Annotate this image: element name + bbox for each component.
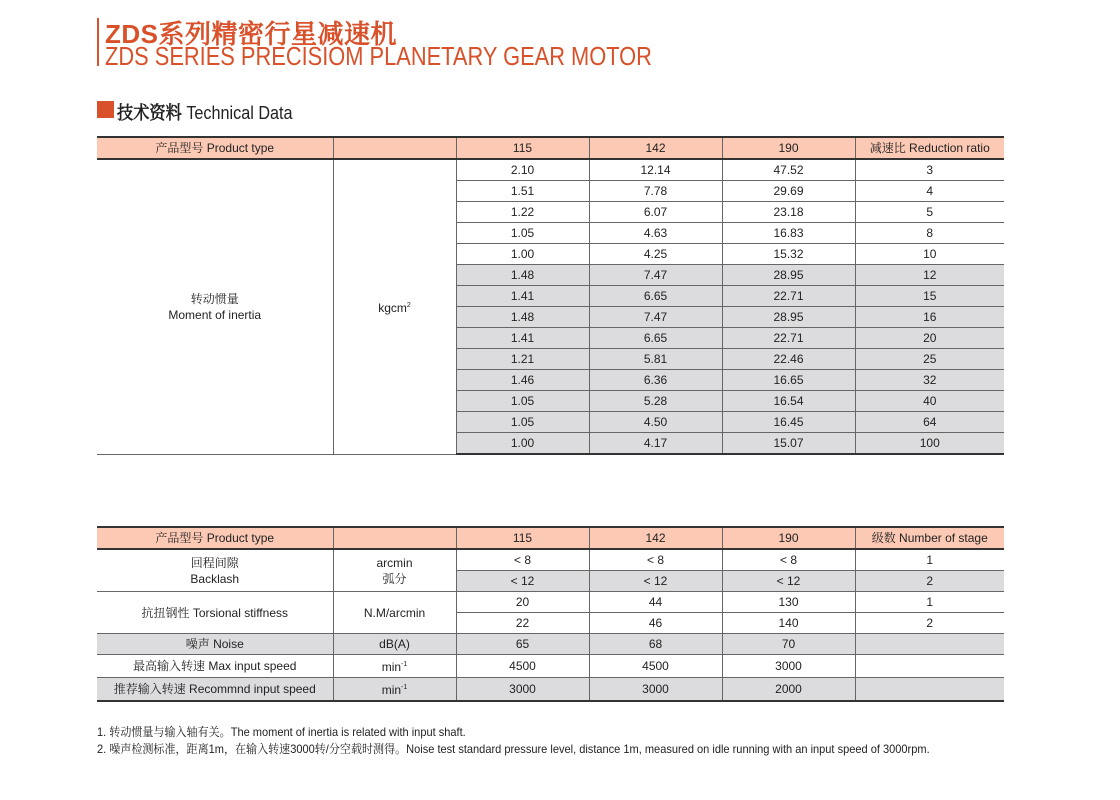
value-cell: 3000 bbox=[589, 678, 722, 702]
spec-table bbox=[97, 526, 1004, 702]
value-cell: 44 bbox=[589, 592, 722, 613]
value-cell: 1.48 bbox=[456, 307, 589, 328]
table-row bbox=[97, 549, 1004, 571]
header-cell: 142 bbox=[589, 527, 722, 549]
backlash-unit-cn: 弧分 bbox=[382, 571, 407, 586]
empty-cell bbox=[855, 655, 1004, 678]
backlash-label-cn: 回程间隙 bbox=[190, 555, 239, 570]
value-cell: 22.46 bbox=[722, 349, 855, 370]
value-cell: 29.69 bbox=[722, 181, 855, 202]
header-cell: 级数 Number of stage bbox=[855, 527, 1004, 549]
value-cell: 1 bbox=[855, 592, 1004, 613]
value-cell: 28.95 bbox=[722, 307, 855, 328]
value-cell: 3000 bbox=[456, 678, 589, 702]
value-cell: 4.17 bbox=[589, 433, 722, 455]
value-cell: 6.65 bbox=[589, 286, 722, 307]
value-cell: 6.36 bbox=[589, 370, 722, 391]
value-cell: 12 bbox=[855, 265, 1004, 286]
empty-cell bbox=[855, 634, 1004, 655]
value-cell: 130 bbox=[722, 592, 855, 613]
value-cell: 22 bbox=[456, 613, 589, 634]
table-row bbox=[97, 655, 1004, 678]
table-row bbox=[97, 592, 1004, 613]
value-cell: 46 bbox=[589, 613, 722, 634]
value-cell: 4.50 bbox=[589, 412, 722, 433]
value-cell: 1.41 bbox=[456, 286, 589, 307]
value-cell: 12.14 bbox=[589, 159, 722, 181]
value-cell: 16.45 bbox=[722, 412, 855, 433]
section-square-icon bbox=[97, 101, 114, 118]
value-cell: 16.65 bbox=[722, 370, 855, 391]
header-cell: 减速比 Reduction ratio bbox=[855, 137, 1004, 159]
value-cell: 28.95 bbox=[722, 265, 855, 286]
unit-text: kgcm bbox=[378, 300, 407, 315]
value-cell: < 8 bbox=[456, 549, 589, 571]
header-cell: 115 bbox=[456, 137, 589, 159]
noise-unit: dB(A) bbox=[333, 634, 456, 655]
section-title bbox=[117, 99, 293, 125]
stiffness-unit: N.M/arcmin bbox=[333, 592, 456, 634]
value-cell: 15.32 bbox=[722, 244, 855, 265]
value-cell: 100 bbox=[855, 433, 1004, 455]
inertia-table bbox=[97, 136, 1004, 455]
unit-sup: -1 bbox=[401, 661, 408, 668]
value-cell: 23.18 bbox=[722, 202, 855, 223]
page-title-en: ZDS SERIES PRECISIOM PLANETARY GEAR MOTOR bbox=[105, 41, 652, 71]
value-cell: 4.25 bbox=[589, 244, 722, 265]
header-cell: 产品型号 Product type bbox=[97, 527, 333, 549]
footnote-2: 2. 噪声检测标准，距离1m，在输入转速3000转/分空载时测得。Noise test standard pressure level, distance 1m, measured on idle running with an input speed of 3000rpm. bbox=[97, 742, 930, 756]
header-cell: 产品型号 Product type bbox=[97, 137, 333, 159]
value-cell: 1.48 bbox=[456, 265, 589, 286]
value-cell: 16 bbox=[855, 307, 1004, 328]
value-cell: < 8 bbox=[722, 549, 855, 571]
table-row bbox=[97, 159, 1004, 181]
value-cell: 4500 bbox=[456, 655, 589, 678]
header-cell bbox=[333, 137, 456, 159]
header-cell: 115 bbox=[456, 527, 589, 549]
value-cell: 2 bbox=[855, 571, 1004, 592]
value-cell: 22.71 bbox=[722, 286, 855, 307]
section-title-en: Technical Data bbox=[186, 103, 293, 123]
value-cell: < 8 bbox=[589, 549, 722, 571]
title-accent-bar bbox=[97, 18, 99, 66]
value-cell: 68 bbox=[589, 634, 722, 655]
value-cell: 1.22 bbox=[456, 202, 589, 223]
inertia-label-cn: 转动惯量 bbox=[190, 291, 239, 306]
value-cell: 5 bbox=[855, 202, 1004, 223]
value-cell: 20 bbox=[456, 592, 589, 613]
value-cell: 15.07 bbox=[722, 433, 855, 455]
empty-cell bbox=[855, 678, 1004, 702]
table-header-row bbox=[97, 137, 1004, 159]
value-cell: 64 bbox=[855, 412, 1004, 433]
footnote-1: 1. 转动惯量与输入轴有关。The moment of inertia is related with input shaft. bbox=[97, 725, 466, 739]
value-cell: 16.83 bbox=[722, 223, 855, 244]
inertia-label-en: Moment of inertia bbox=[168, 307, 262, 322]
value-cell: 5.28 bbox=[589, 391, 722, 412]
header-cell: 190 bbox=[722, 137, 855, 159]
noise-label: 噪声 Noise bbox=[97, 634, 333, 655]
header-cell: 190 bbox=[722, 527, 855, 549]
value-cell: 8 bbox=[855, 223, 1004, 244]
value-cell: 7.78 bbox=[589, 181, 722, 202]
table-header-row bbox=[97, 527, 1004, 549]
value-cell: 3000 bbox=[722, 655, 855, 678]
value-cell: 22.71 bbox=[722, 328, 855, 349]
page-title-cn: ZDS系列精密行星减速机 bbox=[105, 19, 398, 49]
value-cell: 47.52 bbox=[722, 159, 855, 181]
value-cell: 15 bbox=[855, 286, 1004, 307]
section-title-cn: 技术资料 bbox=[117, 103, 182, 123]
value-cell: 10 bbox=[855, 244, 1004, 265]
value-cell: 4.63 bbox=[589, 223, 722, 244]
table-row bbox=[97, 678, 1004, 702]
max_speed-unit bbox=[333, 655, 456, 678]
max_speed-label: 最高输入转速 Max input speed bbox=[97, 655, 333, 678]
value-cell: 5.81 bbox=[589, 349, 722, 370]
table-row bbox=[97, 634, 1004, 655]
value-cell: 1.05 bbox=[456, 223, 589, 244]
value-cell: 6.07 bbox=[589, 202, 722, 223]
value-cell: 4500 bbox=[589, 655, 722, 678]
backlash-unit bbox=[333, 549, 456, 592]
value-cell: 1 bbox=[855, 549, 1004, 571]
rec_speed-unit bbox=[333, 678, 456, 702]
value-cell: 70 bbox=[722, 634, 855, 655]
header-cell bbox=[333, 527, 456, 549]
stiffness-label: 抗扭钢性 Torsional stiffness bbox=[97, 592, 333, 634]
value-cell: 25 bbox=[855, 349, 1004, 370]
backlash-label bbox=[97, 549, 333, 592]
unit-text: min bbox=[381, 683, 402, 697]
inertia-unit bbox=[333, 159, 456, 454]
unit-sup: -1 bbox=[401, 684, 408, 691]
value-cell: 1.00 bbox=[456, 244, 589, 265]
value-cell: 16.54 bbox=[722, 391, 855, 412]
value-cell: 7.47 bbox=[589, 307, 722, 328]
backlash-label-en: Backlash bbox=[190, 571, 240, 586]
value-cell: 3 bbox=[855, 159, 1004, 181]
value-cell: 40 bbox=[855, 391, 1004, 412]
value-cell: 1.51 bbox=[456, 181, 589, 202]
value-cell: 140 bbox=[722, 613, 855, 634]
value-cell: 1.41 bbox=[456, 328, 589, 349]
value-cell: < 12 bbox=[589, 571, 722, 592]
value-cell: 1.00 bbox=[456, 433, 589, 455]
value-cell: < 12 bbox=[722, 571, 855, 592]
unit-text: min bbox=[381, 660, 402, 674]
value-cell: 1.05 bbox=[456, 412, 589, 433]
value-cell: < 12 bbox=[456, 571, 589, 592]
value-cell: 1.21 bbox=[456, 349, 589, 370]
value-cell: 2000 bbox=[722, 678, 855, 702]
value-cell: 32 bbox=[855, 370, 1004, 391]
value-cell: 1.05 bbox=[456, 391, 589, 412]
unit-sup: 2 bbox=[406, 301, 411, 309]
rec_speed-label: 推荐输入转速 Recommnd input speed bbox=[97, 678, 333, 702]
value-cell: 2.10 bbox=[456, 159, 589, 181]
header-cell: 142 bbox=[589, 137, 722, 159]
value-cell: 65 bbox=[456, 634, 589, 655]
value-cell: 20 bbox=[855, 328, 1004, 349]
inertia-label bbox=[97, 159, 333, 454]
value-cell: 2 bbox=[855, 613, 1004, 634]
value-cell: 7.47 bbox=[589, 265, 722, 286]
value-cell: 6.65 bbox=[589, 328, 722, 349]
backlash-unit-en: arcmin bbox=[376, 555, 413, 570]
value-cell: 4 bbox=[855, 181, 1004, 202]
value-cell: 1.46 bbox=[456, 370, 589, 391]
